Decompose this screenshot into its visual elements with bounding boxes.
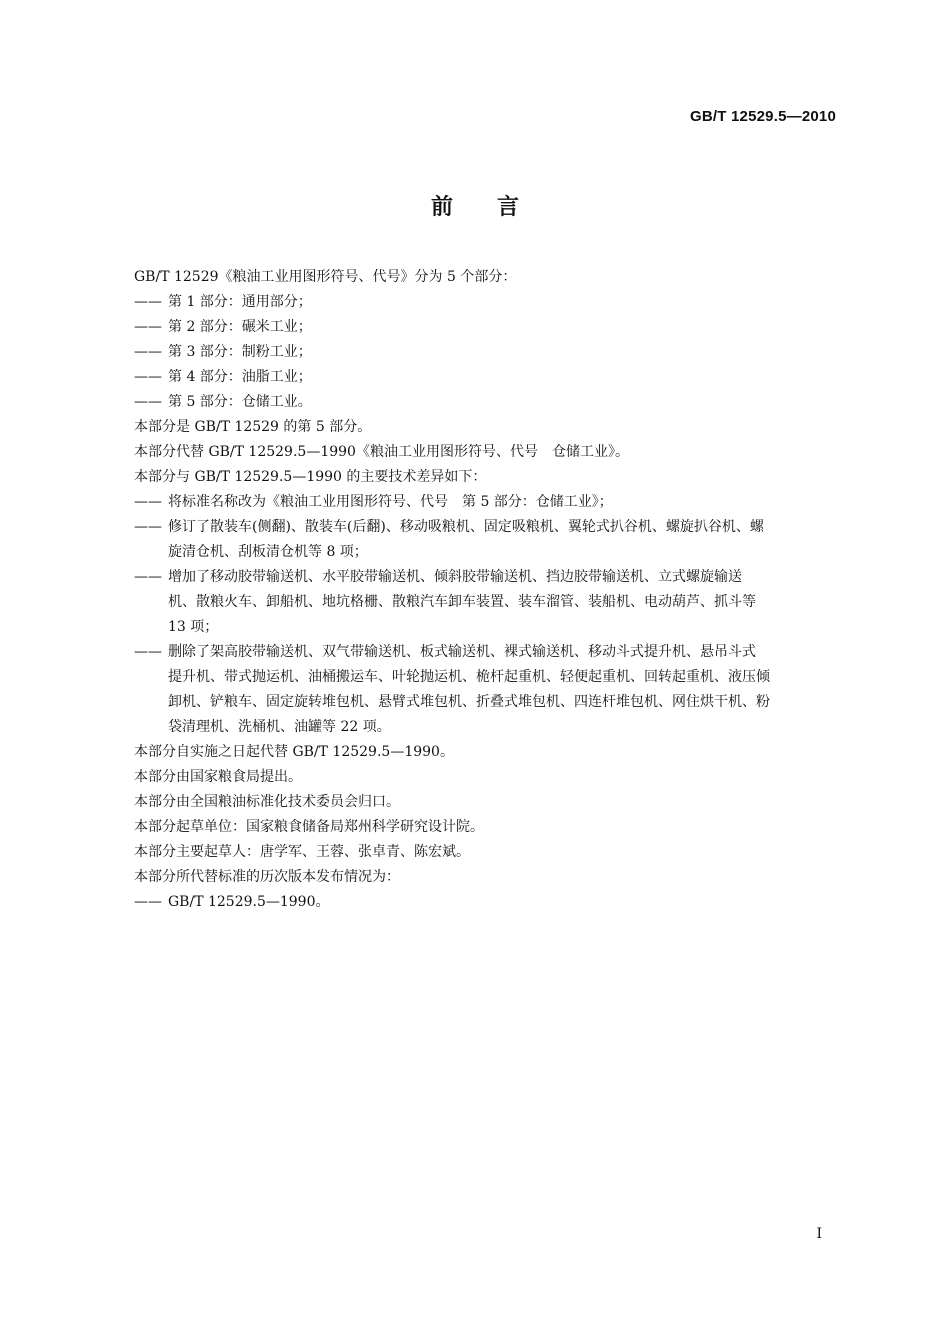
list-item: —— 将标准名称改为《粮油工业用图形符号、代号 第 5 部分：仓储工业》； (134, 490, 834, 515)
paragraph-drafters: 本部分主要起草人：唐学军、王蓉、张卓青、陈宏斌。 (134, 844, 470, 860)
list-item: —— 增加了移动胶带输送机、水平胶带输送机、倾斜胶带输送机、挡边胶带输送机、立式螺旋输送 机、散粮火车、卸船机、地坑格栅、散粮汽车卸车装置、装车溜管、装船机、电动葫芦、抓斗等 13 项； (134, 565, 834, 640)
paragraph-history-intro: 本部分所代替标准的历次版本发布情况为： (134, 869, 400, 885)
paragraph-administered-by: 本部分由全国粮油标准化技术委员会归口。 (134, 794, 400, 810)
paragraph-effective: 本部分自实施之日起代替 GB/T 12529.5—1990。 (134, 744, 454, 760)
dash-mark: —— (134, 894, 162, 910)
body-content (134, 265, 834, 915)
page-number: I (816, 1226, 822, 1242)
intro-paragraph: GB/T 12529《粮油工业用图形符号、代号》分为 5 个部分： (134, 269, 517, 285)
list-item: —— 修订了散装车(侧翻)、散装车(后翻)、移动吸粮机、固定吸粮机、翼轮式扒谷机、螺旋扒谷机、螺 旋清仓机、刮板清仓机等 8 项； (134, 515, 834, 565)
list-item: —— 第 4 部分：油脂工业； (134, 365, 834, 390)
page-title: 前言 (430, 195, 563, 220)
paragraph-part-statement: 本部分是 GB/T 12529 的第 5 部分。 (134, 419, 372, 435)
paragraph-replaces: 本部分代替 GB/T 12529.5—1990《粮油工业用图形符号、代号 仓储工业》。 (134, 444, 629, 460)
dash-mark: —— (134, 344, 162, 360)
paragraph-differences-intro: 本部分与 GB/T 12529.5—1990 的主要技术差异如下： (134, 469, 487, 485)
list-item: —— 删除了架高胶带输送机、双气带输送机、板式输送机、裸式输送机、移动斗式提升机、悬吊斗式 提升机、带式抛运机、油桶搬运车、叶轮抛运机、桅杆起重机、轻便起重机、回转起重机、液压倾 卸机、铲粮车、固定旋转堆包机、悬臂式堆包机、折叠式堆包机、四连杆堆包机、网住烘干机、粉 袋清理机、洗桶机、油罐等 22 项。 (134, 640, 834, 740)
dash-mark: —— (134, 569, 162, 585)
differences-list (134, 490, 834, 740)
list-item: —— 第 2 部分：碾米工业； (134, 315, 834, 340)
paragraph-drafting-unit: 本部分起草单位：国家粮食储备局郑州科学研究设计院。 (134, 819, 484, 835)
list-item: —— 第 1 部分：通用部分； (134, 290, 834, 315)
dash-mark: —— (134, 294, 162, 310)
dash-mark: —— (134, 369, 162, 385)
dash-mark: —— (134, 644, 162, 660)
list-item: —— 第 3 部分：制粉工业； (134, 340, 834, 365)
list-item: —— 第 5 部分：仓储工业。 (134, 390, 834, 415)
dash-mark: —— (134, 519, 162, 535)
standard-number: GB/T 12529.5—2010 (690, 108, 836, 125)
dash-mark: —— (134, 494, 162, 510)
history-list (134, 890, 834, 915)
dash-mark: —— (134, 394, 162, 410)
parts-list (134, 290, 834, 415)
dash-mark: —— (134, 319, 162, 335)
list-item: —— GB/T 12529.5—1990。 (134, 890, 834, 915)
paragraph-proposed-by: 本部分由国家粮食局提出。 (134, 769, 302, 785)
